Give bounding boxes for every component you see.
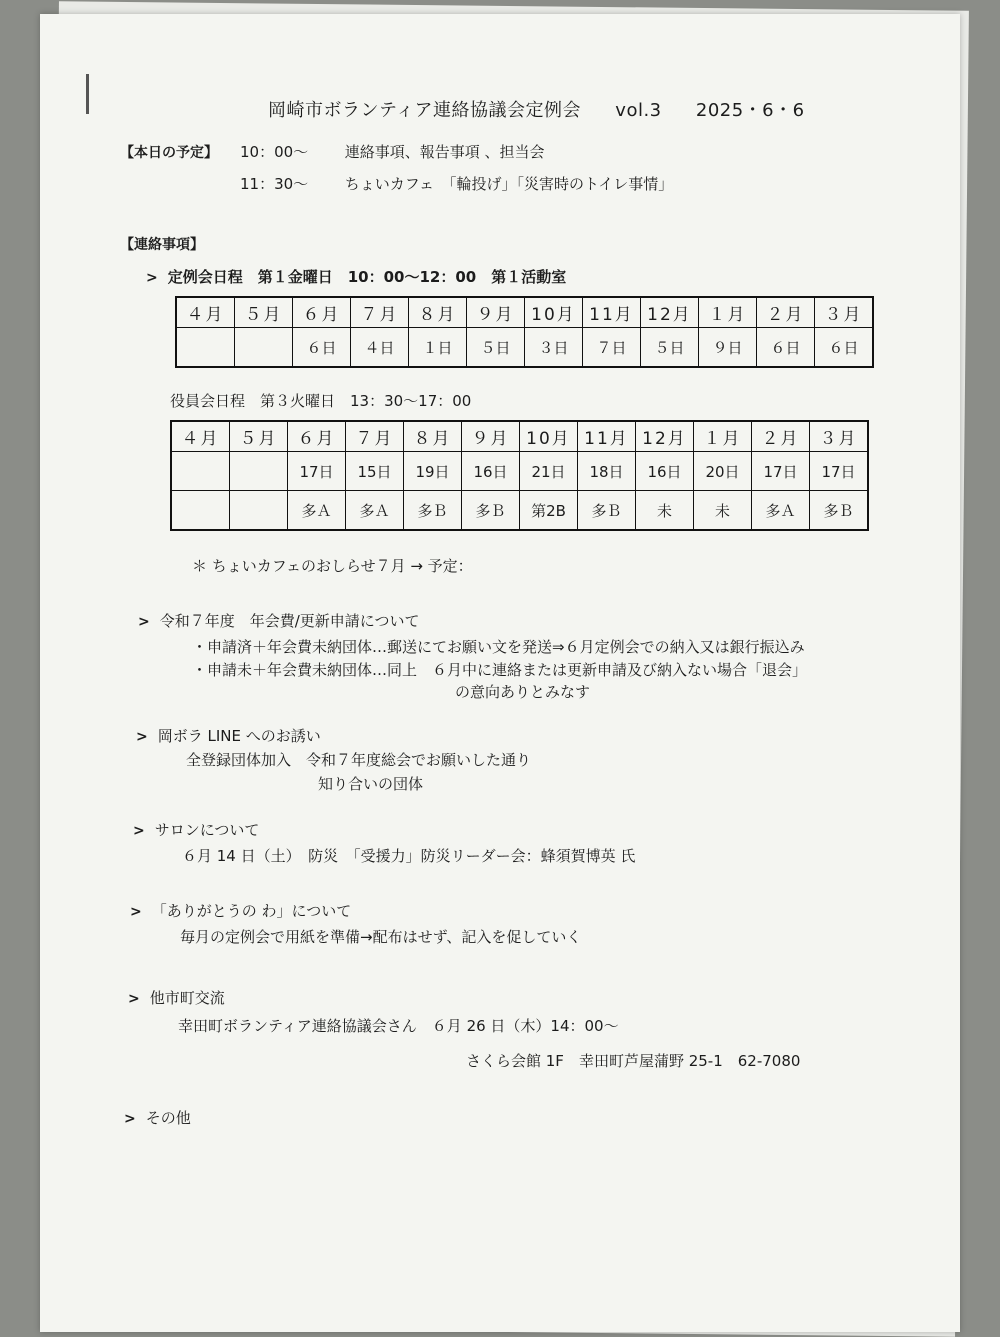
day-cell	[176, 328, 235, 368]
day-cell: ４日	[351, 328, 409, 368]
arigatou-heading-text: 「ありがとうの わ」について	[151, 902, 352, 920]
day-cell: 18日	[578, 452, 636, 491]
month-cell: 10月	[525, 297, 583, 328]
table-row	[176, 328, 873, 368]
day-cell: ５日	[467, 328, 525, 368]
day-cell: 17日	[810, 452, 869, 491]
month-cell: 12月	[636, 421, 694, 452]
month-cell: ２月	[752, 421, 810, 452]
arrow-right-icon: >	[124, 1111, 136, 1127]
month-cell: ６月	[293, 297, 351, 328]
month-cell: ３月	[810, 421, 869, 452]
cafe-note: ＊ ちょいカフェのおしらせ７月 → 予定：	[192, 557, 473, 575]
month-cell: ８月	[409, 297, 467, 328]
table-row	[171, 452, 868, 491]
room-cell: 多Ｂ	[810, 491, 869, 531]
day-cell: 19日	[404, 452, 462, 491]
exchange-heading	[128, 987, 225, 1008]
fees-heading	[138, 610, 420, 631]
day-cell: 20日	[694, 452, 752, 491]
regular-heading-text: 定例会日程 第１金曜日 10：00～12：00 第１活動室	[167, 268, 567, 286]
regular-meeting-table	[175, 296, 874, 368]
month-cell: ４月	[176, 297, 235, 328]
fees-heading-text: 令和７年度 年会費/更新申請について	[159, 612, 420, 630]
month-cell: 11月	[583, 297, 641, 328]
document-date: 2025・6・6	[695, 100, 805, 121]
day-cell: ５日	[641, 328, 699, 368]
agenda-time: 10：00～	[240, 143, 309, 161]
room-cell	[230, 491, 288, 531]
room-cell: 未	[694, 491, 752, 531]
room-cell: 多Ａ	[346, 491, 404, 531]
line-heading-text: 岡ボラ LINE へのお誘い	[157, 727, 321, 745]
day-cell	[235, 328, 293, 368]
month-cell: ４月	[171, 421, 230, 452]
agenda-item	[240, 141, 545, 162]
month-cell: ９月	[467, 297, 525, 328]
day-cell: 17日	[752, 452, 810, 491]
day-cell: ７日	[583, 328, 641, 368]
room-cell: 多Ｂ	[404, 491, 462, 531]
room-cell: 多Ａ	[288, 491, 346, 531]
room-cell: 多Ｂ	[578, 491, 636, 531]
fees-line: の意向ありとみなす	[455, 683, 591, 701]
month-cell: 11月	[578, 421, 636, 452]
day-cell: ６日	[293, 328, 351, 368]
day-cell: ３日	[525, 328, 583, 368]
exchange-heading-text: 他市町交流	[149, 989, 225, 1007]
month-cell: ５月	[235, 297, 293, 328]
document-header	[268, 96, 833, 122]
agenda-item	[240, 173, 673, 194]
table-row	[171, 491, 868, 531]
other-heading-text: その他	[145, 1109, 191, 1127]
arrow-right-icon: >	[146, 270, 158, 286]
table-row	[171, 421, 868, 452]
day-cell	[230, 452, 288, 491]
line-text: 知り合いの団体	[318, 775, 424, 793]
regular-meeting-heading	[146, 266, 566, 287]
day-cell: ６日	[757, 328, 815, 368]
fees-line: ・申請未＋年会費未納団体…同上 ６月中に連絡または更新申請及び納入ない場合「退会」	[192, 661, 808, 679]
month-cell: ５月	[230, 421, 288, 452]
room-cell: 多Ｂ	[462, 491, 520, 531]
month-cell: １月	[694, 421, 752, 452]
salon-heading-text: サロンについて	[154, 821, 260, 839]
other-heading	[124, 1107, 191, 1128]
day-cell: １日	[409, 328, 467, 368]
exchange-address: さくら会館 1F 幸田町芦屋蒲野 25-1 62-7080	[466, 1052, 801, 1070]
day-cell	[171, 452, 230, 491]
officer-meeting-heading: 役員会日程 第３火曜日 13：30～17：00	[170, 392, 472, 410]
month-cell: 10月	[520, 421, 578, 452]
salon-text: ６月 14 日（土） 防災 「受援力」防災リーダー会：蜂須賀博英 氏	[182, 847, 636, 865]
line-heading	[136, 725, 321, 746]
room-cell	[171, 491, 230, 531]
arrow-right-icon: >	[133, 823, 145, 839]
day-cell: ９日	[699, 328, 757, 368]
agenda-text: ちょいカフェ 「輪投げ」「災害時のトイレ事情」	[344, 175, 674, 193]
day-cell: 16日	[636, 452, 694, 491]
month-cell: ８月	[404, 421, 462, 452]
room-cell: 多Ａ	[752, 491, 810, 531]
page-title: 岡崎市ボランティア連絡協議会定例会	[268, 100, 582, 121]
room-cell: 未	[636, 491, 694, 531]
month-cell: 12月	[641, 297, 699, 328]
pen-mark	[86, 74, 89, 114]
month-cell: ３月	[815, 297, 874, 328]
table-row	[176, 297, 873, 328]
month-cell: ７月	[351, 297, 409, 328]
day-cell: 17日	[288, 452, 346, 491]
month-cell: １月	[699, 297, 757, 328]
day-cell: 15日	[346, 452, 404, 491]
volume-label: vol.3	[615, 100, 662, 121]
agenda-time: 11：30～	[240, 175, 309, 193]
month-cell: ９月	[462, 421, 520, 452]
arrow-right-icon: >	[138, 614, 150, 630]
day-cell: 21日	[520, 452, 578, 491]
month-cell: ７月	[346, 421, 404, 452]
line-text: 全登録団体加入 令和７年度総会でお願いした通り	[186, 751, 532, 769]
room-cell: 第2B	[520, 491, 578, 531]
agenda-label: 【本日の予定】	[120, 145, 218, 161]
month-cell: ６月	[288, 421, 346, 452]
arigatou-heading	[130, 900, 351, 921]
section-label-renraku: 【連絡事項】	[120, 237, 204, 253]
arrow-right-icon: >	[136, 729, 148, 745]
month-cell: ２月	[757, 297, 815, 328]
arrow-right-icon: >	[128, 991, 140, 1007]
officer-meeting-table	[170, 420, 869, 531]
arigatou-text: 毎月の定例会で用紙を準備→配布はせず、記入を促していく	[180, 928, 582, 946]
arrow-right-icon: >	[130, 904, 142, 920]
salon-heading	[133, 819, 259, 840]
day-cell: ６日	[815, 328, 874, 368]
day-cell: 16日	[462, 452, 520, 491]
fees-line: ・申請済＋年会費未納団体…郵送にてお願い文を発送⇒６月定例会での納入又は銀行振込み	[192, 638, 805, 656]
exchange-text: 幸田町ボランティア連絡協議会さん ６月 26 日（木）14：00～	[178, 1017, 619, 1035]
agenda-text: 連絡事項、報告事項 、担当会	[344, 143, 545, 161]
